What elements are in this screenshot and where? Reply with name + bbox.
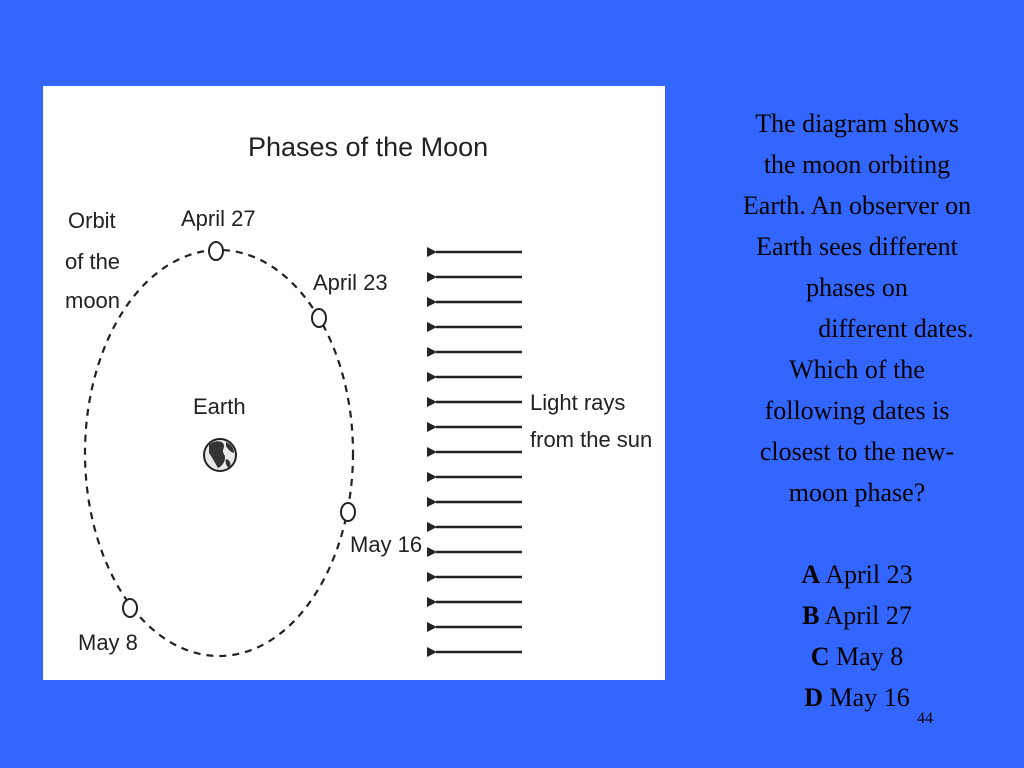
- moon-may-16: [341, 503, 355, 521]
- question-line-10: moon phase?: [788, 478, 926, 507]
- choice-d-letter: D: [804, 683, 824, 712]
- choice-d-text: May 16: [829, 683, 910, 712]
- moon-april-23: [312, 309, 326, 327]
- earth-label: Earth: [193, 394, 246, 419]
- orbit-label-line-1: Orbit: [68, 208, 116, 233]
- choice-b-text: April 27: [824, 601, 912, 630]
- earth-globe-icon: [204, 439, 236, 471]
- question-line-6: different dates.: [818, 314, 974, 343]
- question-line-2: the moon orbiting: [763, 150, 951, 179]
- question-line-9: closest to the new-: [759, 437, 955, 466]
- question-text: [690, 103, 1024, 718]
- choice-b-letter: B: [802, 601, 820, 630]
- choice-c-letter: C: [810, 642, 830, 671]
- label-may-16: May 16: [350, 532, 423, 557]
- moon-may-8: [123, 599, 137, 617]
- moon-april-27: [209, 242, 223, 260]
- choice-c: [690, 636, 1024, 677]
- question-spacer: [690, 513, 1024, 554]
- orbit-label: [65, 208, 126, 313]
- choice-a: [690, 554, 1024, 595]
- choice-c-text: May 8: [836, 642, 904, 671]
- light-rays-label: [530, 390, 652, 452]
- question-line-1: The diagram shows: [755, 109, 959, 138]
- label-may-8: May 8: [78, 630, 138, 655]
- orbit-label-line-3: moon: [65, 288, 121, 313]
- choice-d: [690, 677, 1024, 718]
- moon-phases-diagram: [43, 86, 665, 680]
- choice-a-text: April 23: [825, 560, 913, 589]
- label-april-27: April 27: [181, 206, 256, 231]
- choice-b: [690, 595, 1024, 636]
- choice-a-letter: A: [801, 560, 821, 589]
- label-april-23: April 23: [313, 270, 388, 295]
- question-line-4: Earth sees different: [756, 232, 958, 261]
- light-label-line-2: from the sun: [530, 427, 653, 452]
- moon-phases-figure: [43, 86, 665, 680]
- figure-title: Phases of the Moon: [248, 132, 489, 162]
- question-line-5: phases on: [806, 273, 908, 302]
- question-line-8: following dates is: [764, 396, 950, 425]
- orbit-label-line-2: of the: [65, 249, 121, 274]
- light-rays: [436, 252, 522, 652]
- question-line-7: Which of the: [789, 355, 925, 384]
- page-number: 44: [917, 710, 933, 727]
- light-label-line-1: Light rays: [530, 390, 626, 415]
- question-line-3: Earth. An observer on: [742, 191, 972, 220]
